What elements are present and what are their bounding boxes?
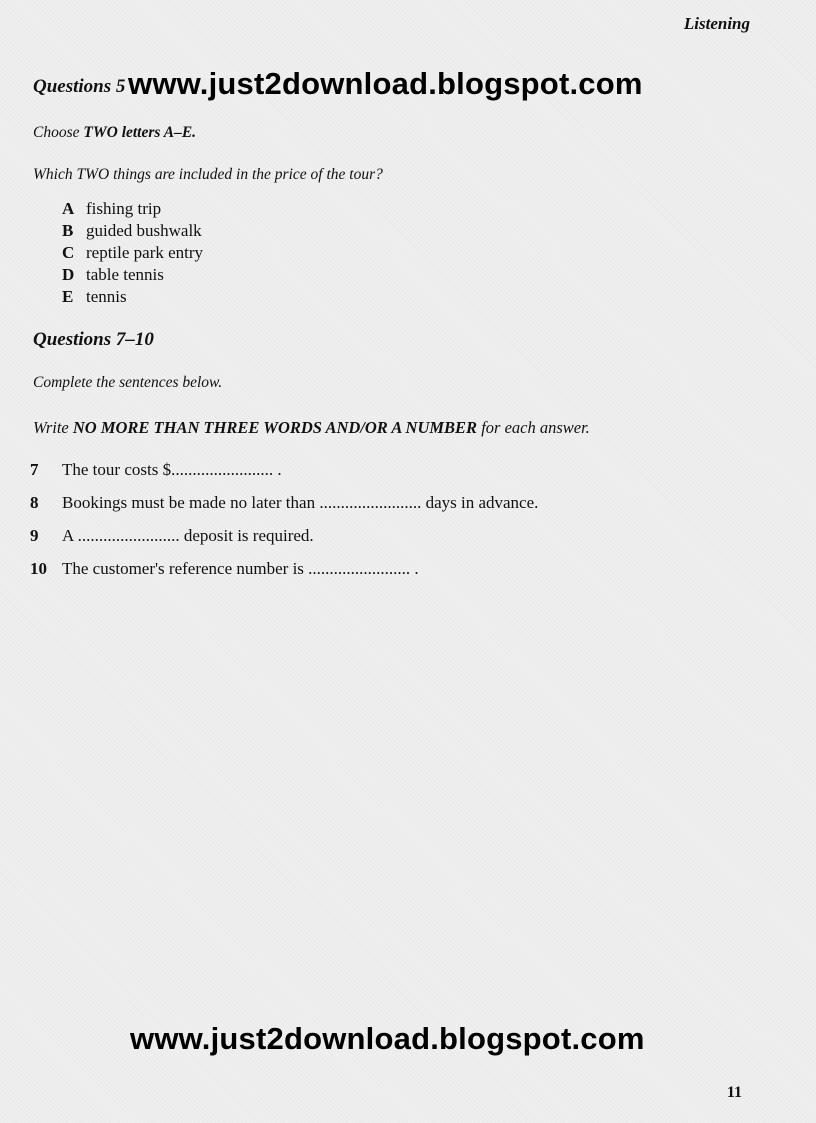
sentence-9: [30, 526, 538, 559]
question-text: Which TWO things are included in the price of the tour?: [33, 166, 383, 183]
option-text: fishing trip: [86, 199, 162, 218]
sentence-text: A ........................ deposit is required.: [62, 526, 314, 545]
instruction-complete: Complete the sentences below.: [33, 374, 223, 391]
option-text: table tennis: [86, 265, 164, 284]
sentences-list: [30, 460, 538, 592]
sentence-number: 10: [30, 559, 47, 578]
option-letter: D: [62, 265, 75, 284]
option-text: guided bushwalk: [86, 221, 202, 240]
instruction-write-post: for each answer.: [477, 418, 590, 437]
sentence-8: [30, 493, 538, 526]
option-text: reptile park entry: [86, 243, 204, 262]
watermark-top: www.just2download.blogspot.com: [128, 66, 643, 101]
option-text: tennis: [86, 287, 127, 306]
instruction-write-pre: Write: [33, 418, 73, 437]
sentence-10: [30, 559, 538, 592]
heading-questions-5-6: [33, 76, 125, 98]
sentence-number: 9: [30, 526, 39, 545]
sentence-text: The tour costs $........................ .: [62, 460, 282, 479]
heading-questions-7-10: Questions 7–10: [33, 329, 154, 350]
option-letter: E: [62, 287, 74, 306]
option-b: [62, 220, 203, 242]
sentence-7: [30, 460, 538, 493]
option-c: [62, 242, 203, 264]
option-a: [62, 198, 203, 220]
page-number: 11: [726, 1084, 742, 1101]
option-letter: C: [62, 243, 75, 262]
sentence-text: Bookings must be made no later than ........................ days in advance.: [62, 493, 539, 512]
option-letter: A: [62, 199, 75, 218]
instruction-choose-bold: TWO letters A–E.: [83, 124, 197, 141]
option-letter: B: [62, 221, 74, 240]
heading-questions-5-6-prefix: Questions 5: [33, 76, 126, 97]
instruction-choose-pre: Choose: [33, 124, 84, 141]
option-d: [62, 264, 203, 286]
instruction-write-bold: NO MORE THAN THREE WORDS AND/OR A NUMBER: [72, 418, 478, 437]
section-header: Listening: [683, 14, 750, 33]
instruction-write: [33, 418, 590, 438]
sentence-text: The customer's reference number is ........................ .: [62, 559, 419, 578]
options-list: [62, 198, 203, 308]
option-e: [62, 286, 203, 308]
sentence-number: 7: [30, 460, 39, 479]
watermark-bottom: www.just2download.blogspot.com: [130, 1021, 645, 1056]
instruction-choose: [33, 124, 196, 142]
sentence-number: 8: [30, 493, 39, 512]
